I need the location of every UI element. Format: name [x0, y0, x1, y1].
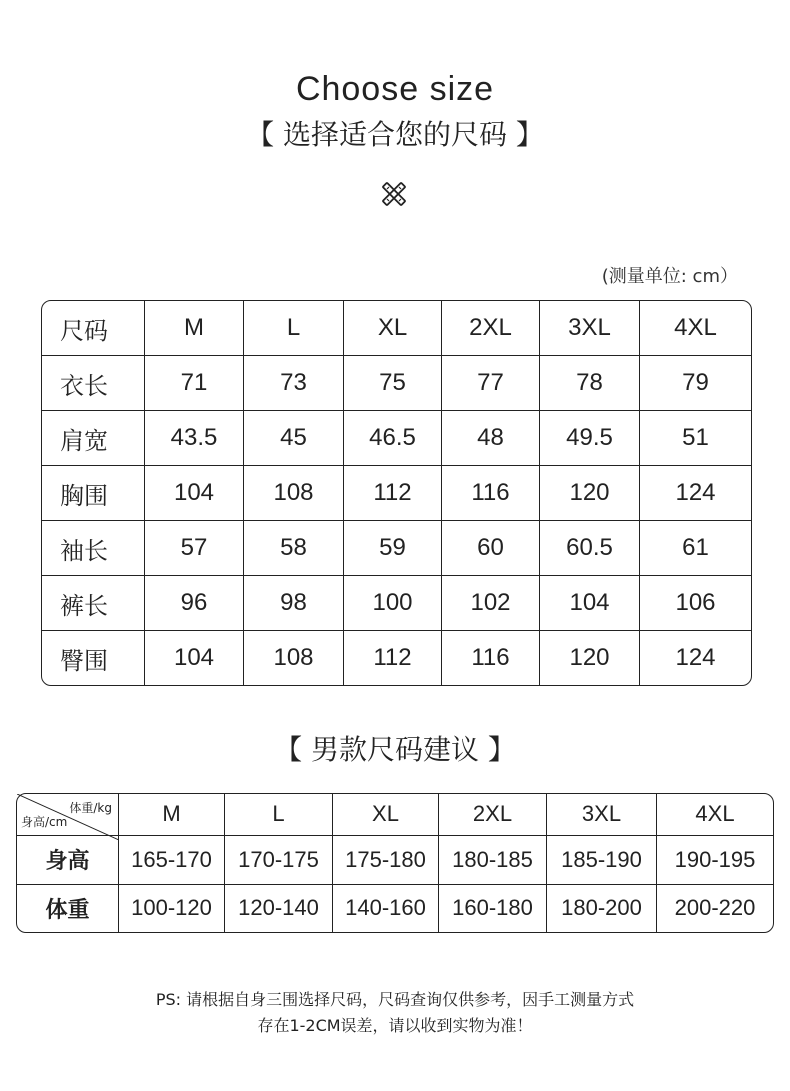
- corner-header-cell: [17, 794, 119, 836]
- ruler-cross-icon: [380, 180, 408, 208]
- size-header: XL: [344, 301, 442, 356]
- header-label: 尺码: [42, 301, 145, 356]
- table-cell: 120: [540, 466, 640, 521]
- table-cell: 120: [540, 631, 640, 685]
- table-cell: 48: [442, 411, 540, 466]
- table-cell: 175-180: [333, 836, 439, 885]
- table-row: [17, 885, 773, 932]
- unit-note: (测量单位: cm）: [601, 266, 738, 287]
- table-cell: 73: [244, 356, 344, 411]
- table-cell: 71: [145, 356, 244, 411]
- ps-note-line-1: PS: 请根据自身三围选择尺码，尺码查询仅供参考，因手工测量方式: [155, 990, 635, 1009]
- size-chart-table: [41, 300, 752, 686]
- row-label: 衣长: [42, 356, 145, 411]
- table-cell: 185-190: [547, 836, 657, 885]
- size-header: 3XL: [547, 794, 657, 836]
- size-header: L: [244, 301, 344, 356]
- table-cell: 46.5: [344, 411, 442, 466]
- table-cell: 100: [344, 576, 442, 631]
- table-cell: 102: [442, 576, 540, 631]
- table-row: [17, 836, 773, 885]
- size-header: M: [119, 794, 225, 836]
- table-cell: 59: [344, 521, 442, 576]
- row-label: 臀围: [42, 631, 145, 685]
- size-header: L: [225, 794, 333, 836]
- size-header: 2XL: [442, 301, 540, 356]
- row-label: 身高: [17, 836, 119, 885]
- table-cell: 61: [640, 521, 751, 576]
- page-title-chinese: 【 选择适合您的尺码 】: [246, 118, 544, 151]
- table-cell: 180-185: [439, 836, 547, 885]
- table-cell: 124: [640, 466, 751, 521]
- table-cell: 60: [442, 521, 540, 576]
- table-cell: 78: [540, 356, 640, 411]
- table-row: [42, 411, 751, 466]
- table-cell: 45: [244, 411, 344, 466]
- table-cell: 170-175: [225, 836, 333, 885]
- table-cell: 108: [244, 466, 344, 521]
- table-cell: 100-120: [119, 885, 225, 932]
- table-cell: 58: [244, 521, 344, 576]
- row-label: 裤长: [42, 576, 145, 631]
- ps-note: [0, 987, 790, 1039]
- table-cell: 75: [344, 356, 442, 411]
- recommendation-title: 【 男款尺码建议 】: [274, 733, 516, 766]
- table-cell: 57: [145, 521, 244, 576]
- table-cell: 160-180: [439, 885, 547, 932]
- size-header: 2XL: [439, 794, 547, 836]
- table-header-row: [17, 794, 773, 836]
- table-cell: 112: [344, 631, 442, 685]
- weight-axis-label: 体重/kg: [69, 801, 112, 815]
- size-header: 4XL: [657, 794, 773, 836]
- table-cell: 98: [244, 576, 344, 631]
- table-cell: 140-160: [333, 885, 439, 932]
- table-row: [42, 466, 751, 521]
- table-cell: 60.5: [540, 521, 640, 576]
- row-label: 体重: [17, 885, 119, 932]
- table-cell: 190-195: [657, 836, 773, 885]
- table-cell: 96: [145, 576, 244, 631]
- table-cell: 106: [640, 576, 751, 631]
- size-header: XL: [333, 794, 439, 836]
- table-header-row: [42, 301, 751, 356]
- page-title-english: Choose size: [295, 70, 495, 108]
- table-cell: 43.5: [145, 411, 244, 466]
- table-cell: 112: [344, 466, 442, 521]
- table-cell: 51: [640, 411, 751, 466]
- ps-note-line-2: 存在1-2CM误差，请以收到实物为准！: [257, 1016, 533, 1035]
- row-label: 肩宽: [42, 411, 145, 466]
- row-label: 袖长: [42, 521, 145, 576]
- table-cell: 120-140: [225, 885, 333, 932]
- table-cell: 124: [675, 644, 716, 672]
- table-cell: 165-170: [119, 836, 225, 885]
- table-cell: 116: [442, 466, 540, 521]
- table-row: [42, 521, 751, 576]
- table-cell: 200-220: [674, 895, 756, 921]
- size-recommendation-table: [16, 793, 774, 933]
- table-cell: 116: [442, 631, 540, 685]
- size-header: 4XL: [640, 301, 751, 356]
- table-cell: 180-200: [547, 885, 657, 932]
- table-row: [42, 631, 751, 685]
- table-cell: 108: [244, 631, 344, 685]
- table-row: [42, 356, 751, 411]
- table-cell: 49.5: [540, 411, 640, 466]
- table-cell: 77: [442, 356, 540, 411]
- table-cell: 104: [540, 576, 640, 631]
- height-axis-label: 身高/cm: [21, 814, 68, 829]
- table-cell: 104: [145, 466, 244, 521]
- table-cell: 104: [145, 631, 244, 685]
- table-row: [42, 576, 751, 631]
- row-label: 胸围: [42, 466, 145, 521]
- size-header: M: [145, 301, 244, 356]
- table-cell: 79: [640, 356, 751, 411]
- size-header: 3XL: [540, 301, 640, 356]
